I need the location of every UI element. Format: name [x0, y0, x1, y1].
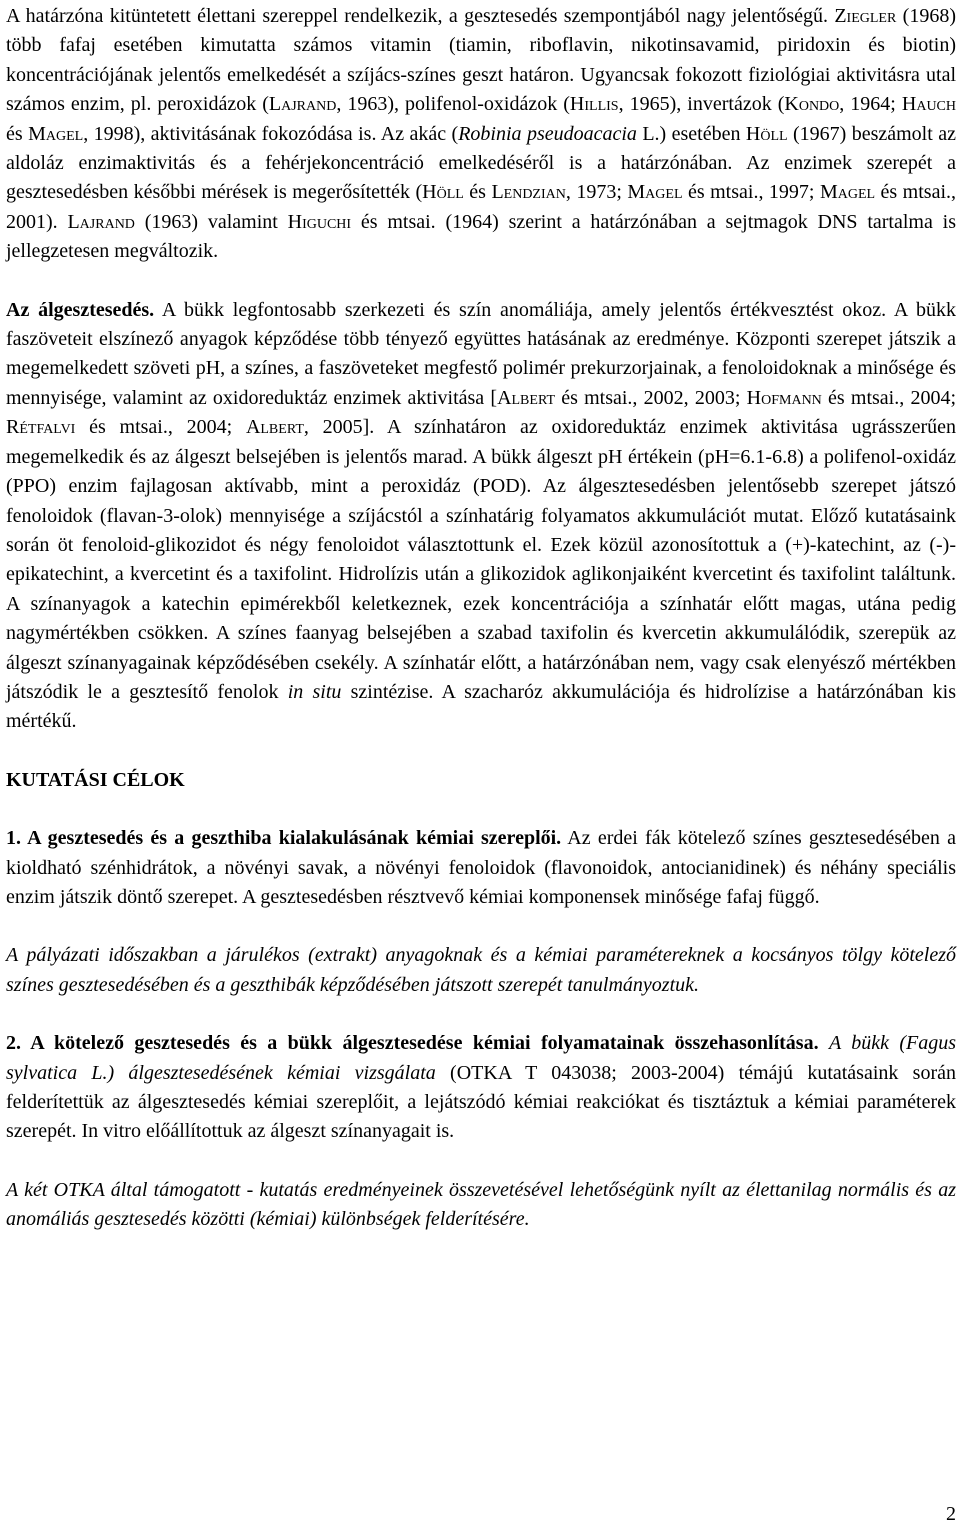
paragraph-gap — [6, 795, 956, 824]
text-run: és mtsai., 1997; — [682, 181, 820, 204]
author-citation: Magel — [627, 181, 683, 204]
italic-term: in situ — [287, 680, 342, 703]
author-citation: Hillis — [569, 93, 619, 116]
text-run: és mtsai., 2004; — [75, 416, 246, 439]
author-citation: Höll — [422, 181, 464, 204]
paragraph-gap — [6, 1000, 956, 1029]
text-run: és — [463, 181, 492, 204]
text-run: L.) esetében — [636, 122, 746, 145]
page-number: 2 — [946, 1503, 956, 1525]
paragraph-goal-2 — [6, 1029, 956, 1147]
author-citation: Hofmann — [746, 386, 822, 409]
document-page — [6, 2, 956, 1235]
text-run: (1963) valamint — [134, 210, 288, 233]
text-run: A bükk legfontosabb szerkezeti és szín anomáliája, amely jelentős értékvesztést okoz. A bükk faszöveteit elszínező anyagok képződése több tényező együttes hatásának az eredménye. Központi szerepet játszik a megemelkedett szöveti pH, a színes, a faszöveteket megfestő polimér prekurzorjainak, a fenoloidoknak a minősége és mennyisége, valamint az oxidoreduktáz enzimek aktivitása [ — [6, 298, 956, 409]
run-in-heading: 1. A gesztesedés és a geszthiba kialakulásának kémiai szereplői. — [6, 827, 562, 850]
italic-title: A bükk (Fagus sylvatica L.) álgesztesedésének kémiai vizsgálata — [6, 1032, 956, 1084]
author-citation: Ziegler — [834, 5, 897, 27]
author-citation: Kondo — [784, 93, 840, 116]
author-citation: Höll — [745, 122, 788, 145]
author-citation: Lajrand — [67, 210, 135, 233]
author-citation: Magel — [819, 181, 876, 204]
text-run: , 2005]. A színhatáron az oxidoreduktáz enzimek aktivitása ugrásszerűen megemelkedik és az álgeszt belsejében is jelentős marad. A bükk álgeszt pH értékein (pH=6.1-6.8) a polifenol-oxidáz (PPO) enzim fajlagosan aktívabb, mint a peroxidáz (POD). Az álgesztesedésben jelentősebb szerepet játszó fenoloidok (flavan-3-olok) mennyisége a szíjácstól a színhatárig folyamatos akkumulációt mutat. Előző kutatásaink során öt fenoloid-glikozidot és négy fenoloidot választottunk el. Ezek közül azonosítottuk a (+)-katechint, az (-)-epikatechint, a kvercetint és a taxifolint. Hidrolízis után a glikozidok aglikonjaiként kvercetint és taxifolint találtunk. A színanyagok a katechin epimérekből keletkeznek, ezek koncentrációja a színhatár előtt magas, utána pedig nagymértékben csökken. A színes faanyag belsejében a szabad taxifolin és kvercetin akkumulálódik, szerepük az álgeszt színanyagainak képződésében csekély. A színhatár előtt, a határzónában nem, vagy csak elenyésző mértékben játszódik le a gesztesítő fenolok — [6, 416, 956, 703]
text-run: , 1973; — [565, 181, 628, 204]
author-citation: Lajrand — [268, 93, 337, 116]
text-run: A határzóna kitüntetett élettani szereppel rendelkezik, a gesztesedés szempontjából nagy jelentőségű. — [6, 5, 835, 27]
text-run: (OTKA T 043038; 2003-2004) témájú kutatásaink során felderítettük az álgesztesedés kémiai szereplőit, a lejátszódó kémiai reakciókat és tisztáztuk a kémiai paraméterek szerepét. In vitro előállítottuk az álgeszt színanyagait is. — [6, 1061, 956, 1143]
section-title: KUTATÁSI CÉLOK — [6, 768, 185, 791]
paragraph-gap — [6, 912, 956, 941]
author-citation: Hauch — [901, 93, 957, 116]
italic-text: A pályázati időszakban a járulékos (extrakt) anyagoknak és a kémiai paramétereknek a kocsányos tölgy kötelező színes gesztesedésében és a geszthibák képződésében játszott szerepét tanulmányoztuk. — [6, 944, 956, 996]
text-run: , 1963), polifenol-oxidázok ( — [336, 93, 570, 116]
text-run: és mtsai., 2002, 2003; — [555, 386, 747, 409]
text-run: és mtsai., 2001). — [6, 181, 957, 233]
paragraph-goal-1-italic — [6, 941, 956, 1000]
text-run: , 1965), invertázok ( — [618, 93, 785, 116]
paragraph-goal-2-italic — [6, 1176, 956, 1235]
paragraph-heartwood-zone — [6, 2, 956, 267]
species-name: Robinia pseudoacacia — [458, 122, 637, 145]
paragraph-gap — [6, 737, 956, 766]
paragraph-false-heartwood — [6, 296, 956, 737]
paragraph-gap — [6, 267, 956, 296]
text-run: (1968) több fafaj esetében kimutatta számos vitamin (tiamin, riboflavin, nikotinsavamid, piridoxin és biotin) koncentrációjának jelentős emelkedését a szíjács-színes geszt határon. Ugyancsak fokozott fiziológiai aktivitásra utal számos enzim, pl. peroxidázok ( — [6, 5, 956, 116]
paragraph-goal-1 — [6, 824, 956, 912]
text-run: és mtsai. (1964) szerint a határzónában a sejtmagok DNS tartalma is jellegzetesen megváltozik. — [6, 210, 956, 263]
italic-text: A két OTKA által támogatott - kutatás eredményeinek összevetésével lehetőségünk nyílt az élettanilag normális és az anomáliás gesztesedés közötti (kémiai) különbségek felderítésére. — [6, 1178, 956, 1231]
author-citation: Higuchi — [287, 210, 352, 233]
paragraph-gap — [6, 1147, 956, 1176]
author-citation: Albert — [497, 386, 555, 409]
run-in-heading: 2. A kötelező gesztesedés és a bükk álgesztesedése kémiai folyamatainak összehasonlítása. — [6, 1032, 819, 1055]
text-run: szintézise. A szacharóz akkumulációja és hidrolízise a határzónában kis mértékű. — [6, 680, 957, 733]
text-run: , 1998), aktivitásának fokozódása is. Az akác ( — [83, 122, 459, 145]
text-run: , 1964; — [839, 93, 902, 116]
author-citation: Lendzian — [491, 181, 566, 204]
text-run: (1967) beszámolt az aldoláz enzimaktivitás és a fehérjekoncentráció emelkedéséről is a határzónában. Az enzimek szerepét a gesztesedésben későbbi mérések is megerősítették ( — [6, 122, 956, 204]
text-run: Az erdei fák kötelező színes gesztesedésében a kioldható szénhidrátok, a növényi savak, a növényi fenoloidok (flavonoidok, antocianidinek) és néhány speciális enzim játszik döntő szerepet. A gesztesedésben résztvevő kémiai komponensek minősége fafaj függő. — [6, 827, 956, 908]
text-run — [819, 1032, 829, 1054]
author-citation: Magel — [28, 122, 84, 145]
text-run: és mtsai., 2004; — [821, 386, 957, 409]
author-citation: Rétfalvi — [6, 416, 76, 439]
run-in-heading: Az álgesztesedés. — [6, 298, 155, 321]
text-run: és — [6, 122, 29, 145]
author-citation: Albert — [245, 416, 304, 439]
